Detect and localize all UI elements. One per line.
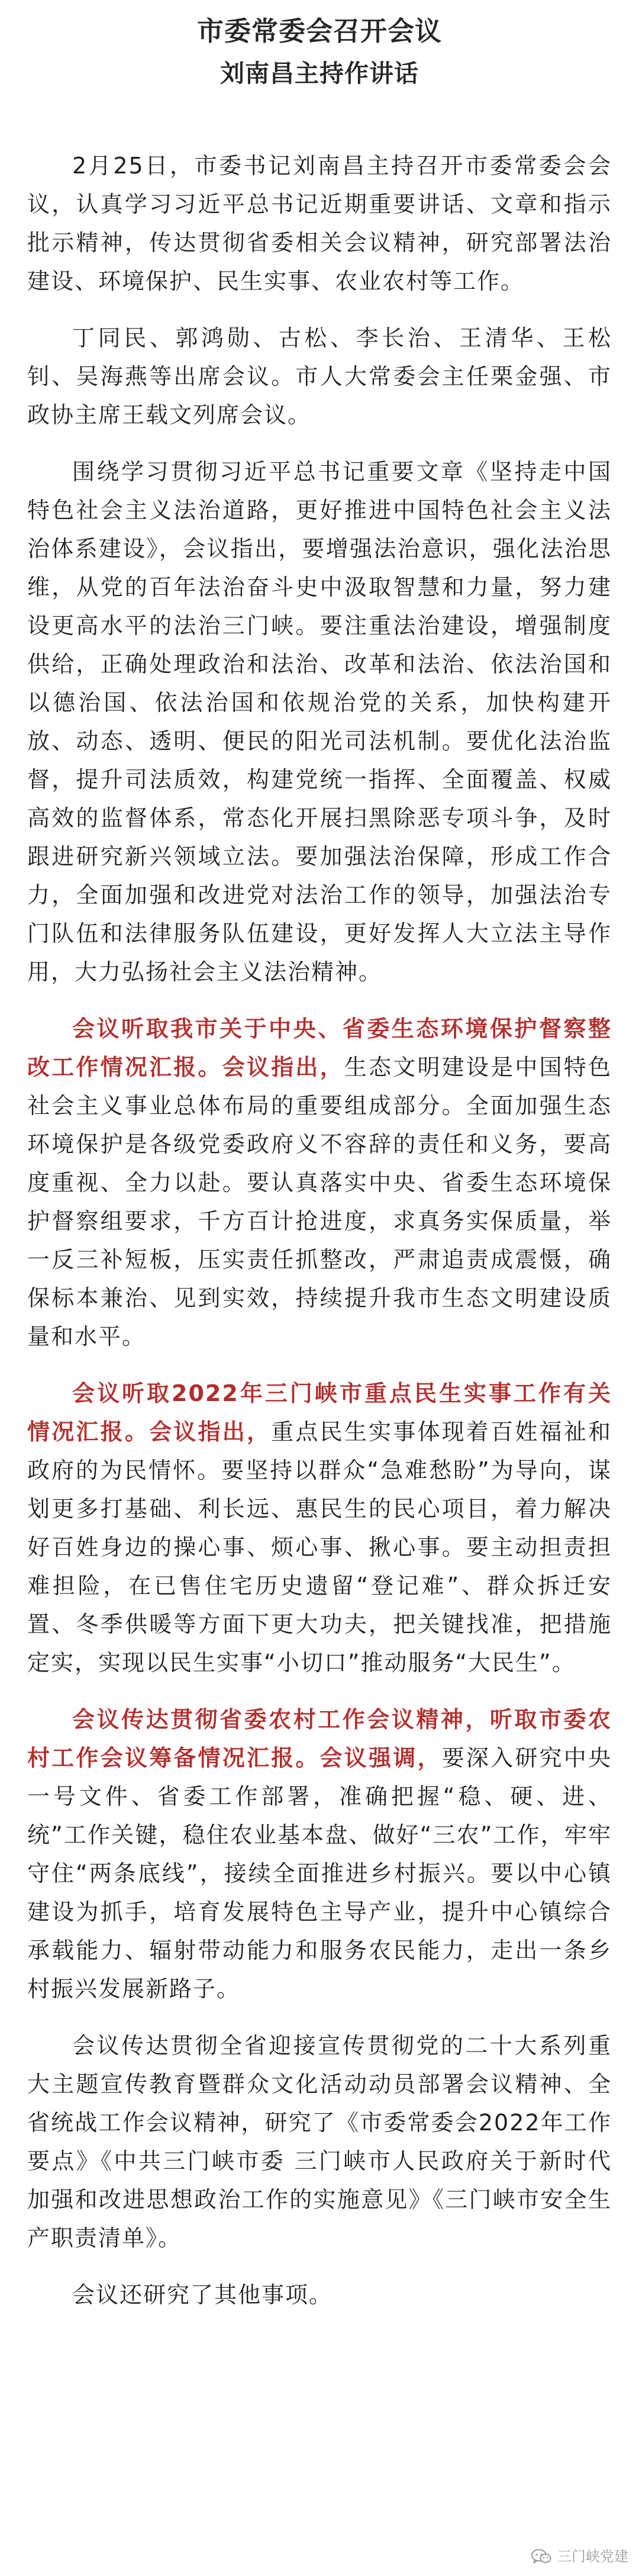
paragraph-livelihood: [27, 1374, 612, 1682]
paragraph-text: 重点民生实事体现着百姓福祉和政府的为民情怀。要坚持以群众“急难愁盼”为导向，谋划更多打基础、利长远、惠民生的民心项目，着力解决好百姓身边的操心事、烦心事、揪心事。要主动担责担难担险，在已售住宅历史遗留“登记难”、群众拆迁安置、冬季供暖等方面下更大功夫，把关键找准，把措施定实，实现以民生实事“小切口”推动服务“大民生”。: [27, 1419, 612, 1676]
article-body: [27, 147, 612, 2314]
paragraph-text: 2月25日，市委书记刘南昌主持召开市委常委会会议，认真学习习近平总书记近期重要讲话、文章和指示批示精神，传达贯彻省委相关会议精神，研究部署法治建设、环境保护、民生实事、农业农村等工作。: [27, 153, 612, 294]
paragraph-text: 丁同民、郭鸿勋、古松、李长治、王清华、王松钊、吴海燕等出席会议。市人大常委会主任栗金强、市政协主席王载文列席会议。: [27, 325, 612, 428]
paragraph-text: 会议还研究了其他事项。: [72, 2282, 333, 2308]
paragraph-text: 要深入研究中央一号文件、省委工作部署，准确把握“稳、硬、进、统”工作关键，稳住农业基本盘、做好“三农”工作，牢牢守住“两条底线”，接续全面推进乡村振兴。要以中心镇建设为抓手，培育发展特色主导产业，提升中心镇综合承载能力、辐射带动能力和服务农民能力，走出一条乡村振兴发展新路子。: [27, 1745, 612, 2002]
article-subtitle: 刘南昌主持作讲话: [220, 59, 419, 88]
paragraph-lead: 会议传达贯彻省委农村工作会议精神，听取市委农村工作会议筹备情况汇报。会议强调，: [27, 1706, 612, 1771]
paragraph-text: 生态文明建设是中国特色社会主义事业总体布局的重要组成部分。全面加强生态环境保护是各级党委政府义不容辞的责任和义务，要高度重视、全力以赴。要认真落实中央、省委生态环境保护督察组要求，千方百计抢进度，求真务实保质量，举一反三补短板，压实责任抓整改，严肃追责成震慑，确保标本兼治、见到实效，持续提升我市生态文明建设质量和水平。: [27, 1054, 612, 1350]
account-watermark: [531, 2548, 628, 2565]
paragraph-attendees: [27, 319, 612, 434]
paragraph-other-matters: [27, 2276, 612, 2314]
paragraph-text: 围绕学习贯彻习近平总书记重要文章《坚持走中国特色社会主义法治道路，更好推进中国特色社会主义法治体系建设》，会议指出，要增强法治意识，强化法治思维，从党的百年法治奋斗史中汲取智慧和力量，努力建设更高水平的法治三门峡。要注重法治建设，增强制度供给，正确处理政治和法治、改革和法治、依法治国和以德治国、依法治国和依规治党的关系，加快构建开放、动态、透明、便民的阳光司法机制。要优化法治监督，提升司法质效，构建党统一指挥、全面覆盖、权威高效的监督体系，常态化开展扫黑除恶专项斗争，及时跟进研究新兴领域立法。要加强法治保障，形成工作合力，全面加强和改进党对法治工作的领导，加强法治专门队伍和法律服务队伍建设，更好发挥人大立法主导作用，大力弘扬社会主义法治精神。: [27, 459, 612, 985]
article-title: 市委常委会召开会议: [196, 15, 442, 47]
paragraph-lead: 会议听取2022年三门峡市重点民生实事工作有关情况汇报。会议指出，: [27, 1380, 612, 1445]
paragraph-rule-of-law: [27, 453, 612, 991]
paragraph-ecology: [27, 1010, 612, 1356]
paragraph-text: 会议传达贯彻全省迎接宣传贯彻党的二十大系列重大主题宣传教育暨群众文化活动动员部署会议精神、全省统战工作会议精神，研究了《市委常委会2022年工作要点》《中共三门峡市委 三门峡市人民政府关于新时代加强和改进思想政治工作的实施意见》《三门峡市安全生产职责清单》。: [27, 2033, 612, 2251]
watermark-text: 三门峡党建: [557, 2548, 628, 2565]
paragraph-rural-work: [27, 1701, 612, 2008]
paragraph-lead: 会议听取我市关于中央、省委生态环境保护督察整改工作情况汇报。会议指出，: [27, 1016, 612, 1080]
wechat-icon: [531, 2549, 551, 2564]
paragraph-publicity: [27, 2027, 612, 2258]
paragraph-meeting-intro: [27, 147, 612, 301]
